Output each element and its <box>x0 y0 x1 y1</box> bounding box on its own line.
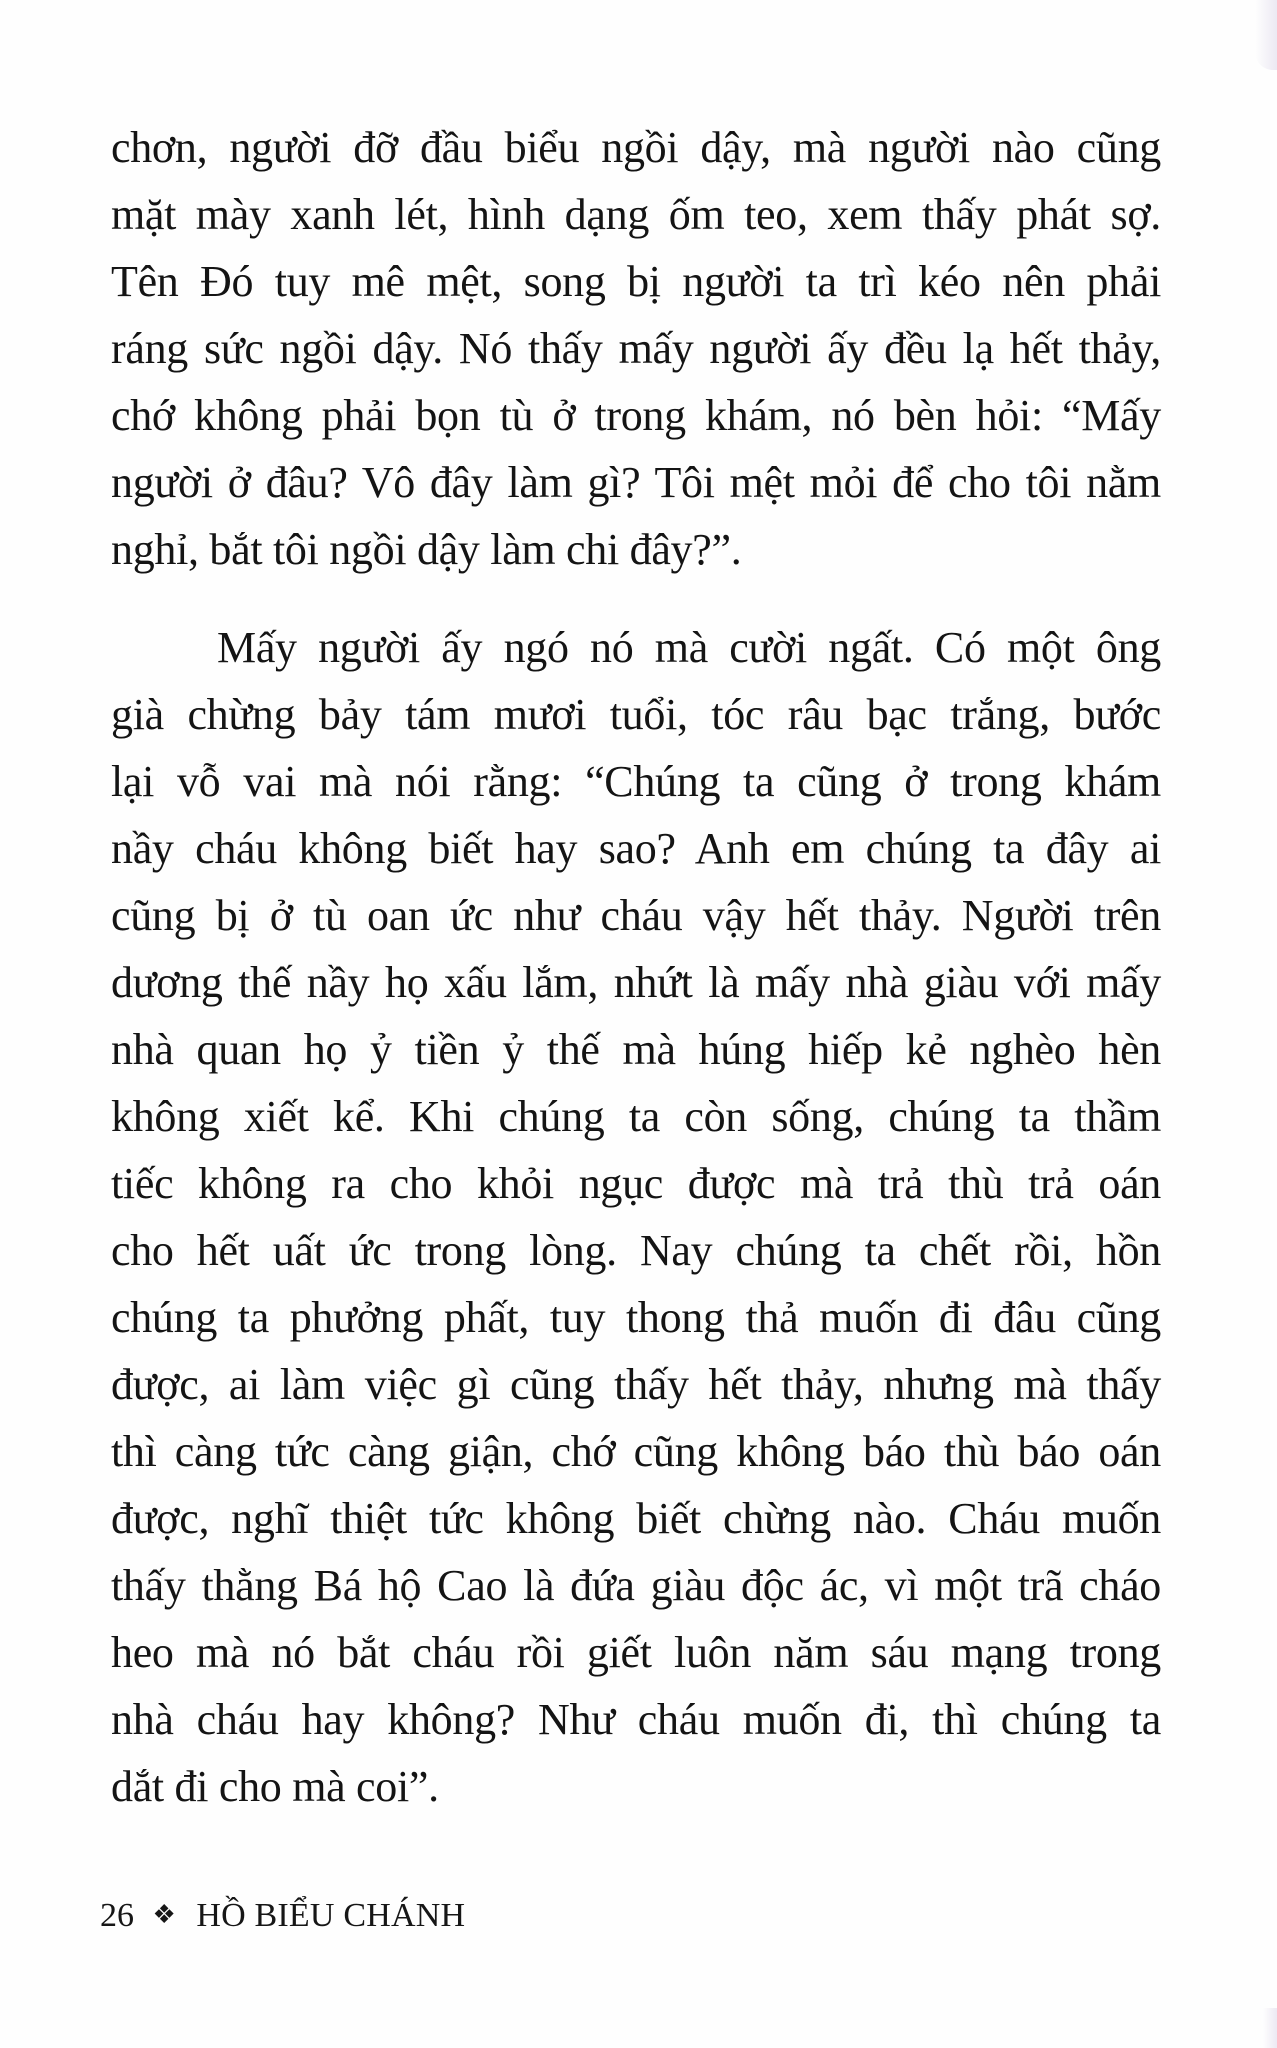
text-line: dương thế nầy họ xấu lắm, nhứt là mấy nhà giàu với mấy <box>111 958 1161 1007</box>
text-line: Mấy người ấy ngó nó mà cười ngất. Có một ông <box>217 623 1161 672</box>
text-line: thì càng tức càng giận, chớ cũng không báo thù báo oán <box>111 1427 1161 1476</box>
text-line: nhà quan họ ỷ tiền ỷ thế mà húng hiếp kẻ nghèo hèn <box>111 1025 1161 1074</box>
text-line: người ở đâu? Vô đây làm gì? Tôi mệt mỏi để cho tôi nằm <box>111 458 1161 507</box>
running-footer <box>100 1895 465 1936</box>
text-line: nầy cháu không biết hay sao? Anh em chúng ta đây ai <box>111 824 1161 873</box>
text-line: thấy thằng Bá hộ Cao là đứa giàu độc ác, vì một trã cháo <box>111 1561 1161 1610</box>
paragraph-1 <box>111 114 1161 583</box>
text-line: chớ không phải bọn tù ở trong khám, nó bèn hỏi: “Mấy <box>111 391 1161 440</box>
text-line: lại vỗ vai mà nói rằng: “Chúng ta cũng ở trong khám <box>111 757 1161 806</box>
text-line: dắt đi cho mà coi”. <box>111 1762 439 1811</box>
text-line: được, ai làm việc gì cũng thấy hết thảy, nhưng mà thấy <box>111 1360 1161 1409</box>
text-line: chơn, người đỡ đầu biểu ngồi dậy, mà người nào cũng <box>111 123 1161 172</box>
diamond-ornament-icon: ❖ <box>152 1900 176 1929</box>
page-edge-shadow-top <box>1255 0 1277 70</box>
text-line: cũng bị ở tù oan ức như cháu vậy hết thảy. Người trên <box>111 891 1161 940</box>
text-line: nhà cháu hay không? Như cháu muốn đi, thì chúng ta <box>111 1695 1161 1744</box>
page-edge-shadow-bottom <box>1263 2008 1277 2048</box>
text-line: được, nghĩ thiệt tức không biết chừng nào. Cháu muốn <box>111 1494 1161 1543</box>
paragraph-spacing <box>111 583 1161 614</box>
text-line: không xiết kể. Khi chúng ta còn sống, chúng ta thầm <box>111 1092 1161 1141</box>
text-line: cho hết uất ức trong lòng. Nay chúng ta chết rồi, hồn <box>111 1226 1161 1275</box>
author-name: HỒ BIỂU CHÁNH <box>196 1897 466 1934</box>
text-line: ráng sức ngồi dậy. Nó thấy mấy người ấy đều lạ hết thảy, <box>111 324 1161 373</box>
page-number: 26 <box>100 1897 134 1934</box>
text-line: heo mà nó bắt cháu rồi giết luôn năm sáu mạng trong <box>111 1628 1161 1677</box>
body-text <box>111 114 1161 1820</box>
paragraph-2 <box>111 614 1161 1820</box>
text-line: Tên Đó tuy mê mệt, song bị người ta trì kéo nên phải <box>111 257 1161 306</box>
text-line: già chừng bảy tám mươi tuổi, tóc râu bạc trắng, bước <box>111 690 1161 739</box>
text-line: mặt mày xanh lét, hình dạng ốm teo, xem thấy phát sợ. <box>111 190 1161 239</box>
text-line: nghỉ, bắt tôi ngồi dậy làm chi đây?”. <box>111 525 742 574</box>
text-line: chúng ta phưởng phất, tuy thong thả muốn đi đâu cũng <box>111 1293 1161 1342</box>
text-line: tiếc không ra cho khỏi ngục được mà trả thù trả oán <box>111 1159 1161 1208</box>
